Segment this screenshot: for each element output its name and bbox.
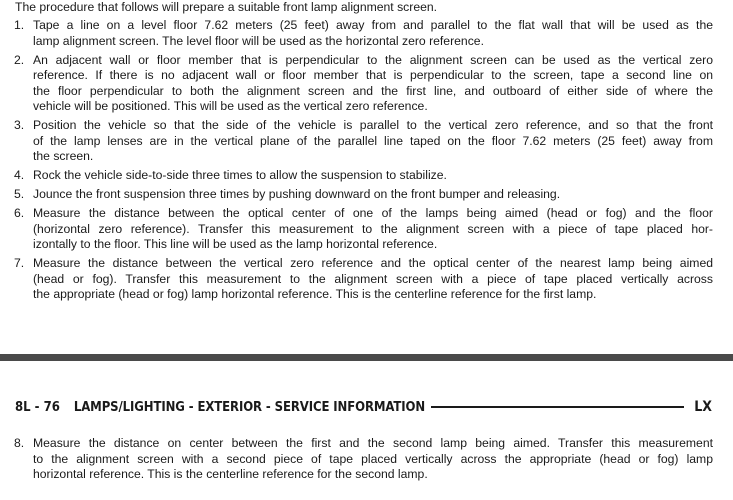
- step-number: 8.: [14, 436, 25, 450]
- procedure-step-3: [0, 118, 733, 165]
- step-number: 7.: [14, 256, 25, 270]
- step-text: [33, 436, 713, 483]
- step-number: 3.: [14, 118, 25, 132]
- step-text-line: to the alignment screen with a second piece of tape placed vertically across the appropriate (head or fog) lamp: [33, 451, 713, 466]
- procedure-step-1: [0, 18, 733, 49]
- step-text-line: Position the vehicle so that the side of the vehicle is parallel to the vertical zero reference, and so that the front: [33, 118, 713, 132]
- step-text: [33, 18, 713, 49]
- step-text: [33, 53, 713, 115]
- procedure-step-7: [0, 256, 733, 303]
- header-rule: [431, 406, 684, 408]
- step-text-line: Measure the distance between the vertical zero reference and the optical center of the nearest lamp being aimed: [33, 256, 713, 270]
- page-break-bar: [0, 354, 733, 361]
- procedure-step-5: [0, 187, 733, 203]
- step-text: [33, 168, 713, 184]
- step-text-line: Rock the vehicle side-to-side three times to allow the suspension to stabilize.: [33, 168, 447, 182]
- model-code: LX: [694, 399, 712, 415]
- step-number: 6.: [14, 206, 25, 220]
- step-text-line: Measure the distance on center between the first and the second lamp being aimed. Transfer this measurement: [33, 436, 713, 450]
- procedure-step-2: [0, 53, 733, 115]
- step-number: 5.: [14, 187, 25, 201]
- step-text-line: Measure the distance between the optical center of one of the lamps being aimed (head or fog) and the floor: [33, 206, 713, 220]
- step-text-line: horizontal reference. This is the centerline reference for the second lamp.: [33, 467, 428, 481]
- step-text-line: the screen.: [33, 149, 94, 163]
- procedure-step-6: [0, 206, 733, 253]
- step-number: 4.: [14, 168, 25, 182]
- step-text: [33, 187, 713, 203]
- step-text-line: vehicle will be positioned. This will be used as the vertical zero reference.: [33, 99, 428, 113]
- step-text-line: reference. If there is no adjacent wall or floor member that is perpendicular to the screen, tape a second line on: [33, 68, 713, 82]
- step-text-line: Tape a line on a level floor 7.62 meters (25 feet) away from and parallel to the flat wall that will be used as the: [33, 18, 713, 32]
- step-text-line: Jounce the front suspension three times by pushing downward on the front bumper and releasing.: [33, 187, 561, 201]
- page-number: 8L - 76: [15, 399, 60, 415]
- section-title: LAMPS/LIGHTING - EXTERIOR - SERVICE INFORMATION: [73, 399, 426, 415]
- step-text: [33, 118, 713, 165]
- step-number: 2.: [14, 52, 25, 67]
- procedure-step-4: [0, 168, 733, 184]
- step-text-line: izontally to the floor. This line will be used as the lamp horizontal reference.: [33, 237, 438, 251]
- procedure-step-list: [0, 18, 733, 306]
- step-text-line: of the lamp lenses are in the vertical plane of the parallel line taped on the floor 7.62 meters (25 feet) away from: [33, 133, 713, 148]
- step-text-line: the floor perpendicular to both the alignment screen and the first line, and outboard of either side of where the: [33, 83, 713, 98]
- step-number: 1.: [14, 18, 25, 32]
- procedure-step-list-continued: [0, 436, 733, 486]
- procedure-step-8: [0, 436, 733, 483]
- step-text: [33, 206, 713, 253]
- step-text-line: lamp alignment screen. The level floor will be used as the horizontal zero reference.: [33, 33, 484, 48]
- intro-paragraph: The procedure that follows will prepare a suitable front lamp alignment screen.: [15, 0, 438, 14]
- step-text-line: (head or fog). Transfer this measurement to the alignment screen with a piece of tape placed vertically across: [33, 271, 713, 286]
- running-header: [15, 396, 712, 418]
- step-text: [33, 256, 713, 303]
- step-text-line: (horizontal zero reference). Transfer this measurement to the alignment screen with a piece of tape placed hor-: [33, 221, 713, 236]
- step-text-line: the appropriate (head or fog) lamp horizontal reference. This is the centerline reference for the first lamp.: [33, 287, 597, 301]
- step-text-line: An adjacent wall or floor member that is perpendicular to the alignment screen can be used as the vertical zero: [33, 52, 713, 67]
